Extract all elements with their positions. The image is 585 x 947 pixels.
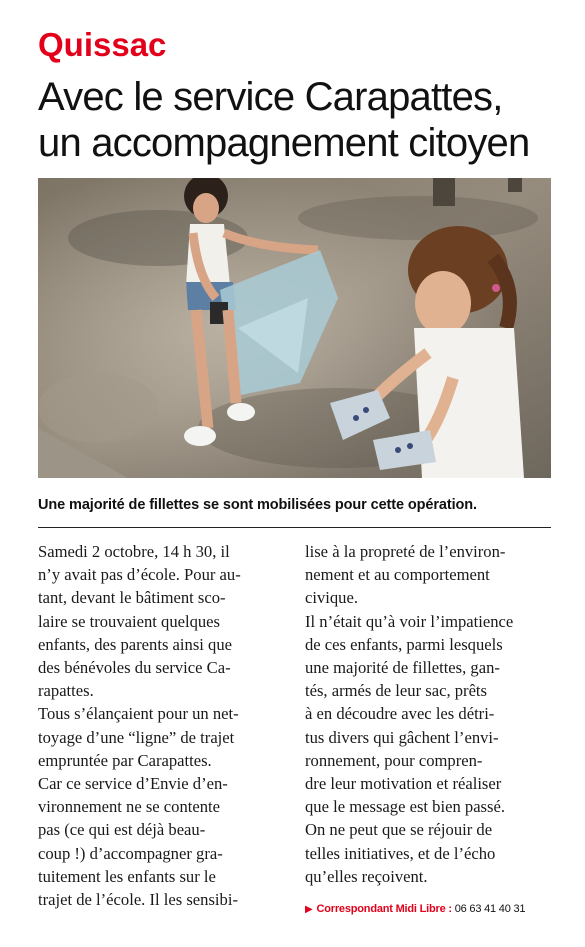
body-line: lise à la propreté de l’environ- — [305, 542, 506, 561]
body-line: dre leur motivation et réaliser — [305, 774, 502, 794]
headline-line-2: un accompagnement citoyen — [38, 121, 530, 165]
body-line: Car ce service d’Envie d’en- — [38, 774, 228, 794]
body-line: vironnement ne se contente — [38, 797, 221, 817]
body-line: empruntée par Carapattes. — [38, 750, 212, 770]
body-line: coup !) d’accompagner gra- — [38, 843, 223, 863]
body-line: de ces enfants, parmi lesquels — [305, 634, 503, 654]
body-line: Samedi 2 octobre, 14 h 30, il — [38, 542, 230, 561]
body-line: à en découdre avec les détri- — [305, 704, 495, 724]
headline-line-1: Avec le service Carapattes, — [38, 75, 503, 119]
credit-phone: 06 63 41 40 31 — [454, 903, 526, 915]
body-line: tus divers qui gâchent l’envi- — [305, 727, 499, 747]
body-line: nement et au comportement — [305, 565, 490, 585]
author-credit — [305, 903, 525, 915]
caption-divider — [38, 527, 551, 528]
body-line: toyage d’une “ligne” de trajet — [38, 727, 235, 747]
article-column-2 — [305, 540, 555, 888]
photo-caption: Une majorité de fillettes se sont mobilisées pour cette opération. — [38, 497, 477, 513]
body-line: trajet de l’école. Il les sensibi- — [38, 890, 238, 910]
body-line: tés, armés de leur sac, prêts — [305, 681, 487, 701]
article-column-1 — [38, 540, 288, 911]
body-line: une majorité de fillettes, gan- — [305, 658, 500, 678]
body-line: que le message est bien passé. — [305, 797, 505, 817]
body-line: telles initiatives, et de l’écho — [305, 843, 496, 863]
body-line: On ne peut que se réjouir de — [305, 820, 493, 840]
body-line: rapattes. — [38, 681, 94, 701]
body-line: qu’elles reçoivent. — [305, 866, 428, 886]
body-line: des bénévoles du service Ca- — [38, 658, 231, 678]
triangle-right-icon: ▶ — [305, 904, 313, 915]
article-headline — [38, 74, 568, 166]
article-photo — [38, 178, 551, 478]
body-line: Tous s’élançaient pour un net- — [38, 704, 239, 724]
body-line: tant, devant le bâtiment sco- — [38, 588, 226, 608]
body-line: n’y avait pas d’école. Pour au- — [38, 565, 241, 585]
article-kicker: Quissac — [38, 26, 167, 63]
body-line: civique. — [305, 588, 358, 608]
body-line: Il n’était qu’à voir l’impatience — [305, 611, 514, 631]
body-line: enfants, des parents ainsi que — [38, 634, 232, 654]
credit-label: Correspondant Midi Libre : — [316, 903, 452, 915]
body-line: ronnement, pour compren- — [305, 750, 483, 770]
body-line: pas (ce qui est déjà beau- — [38, 820, 206, 840]
body-line: tuitement les enfants sur le — [38, 866, 216, 886]
body-line: laire se trouvaient quelques — [38, 611, 221, 631]
